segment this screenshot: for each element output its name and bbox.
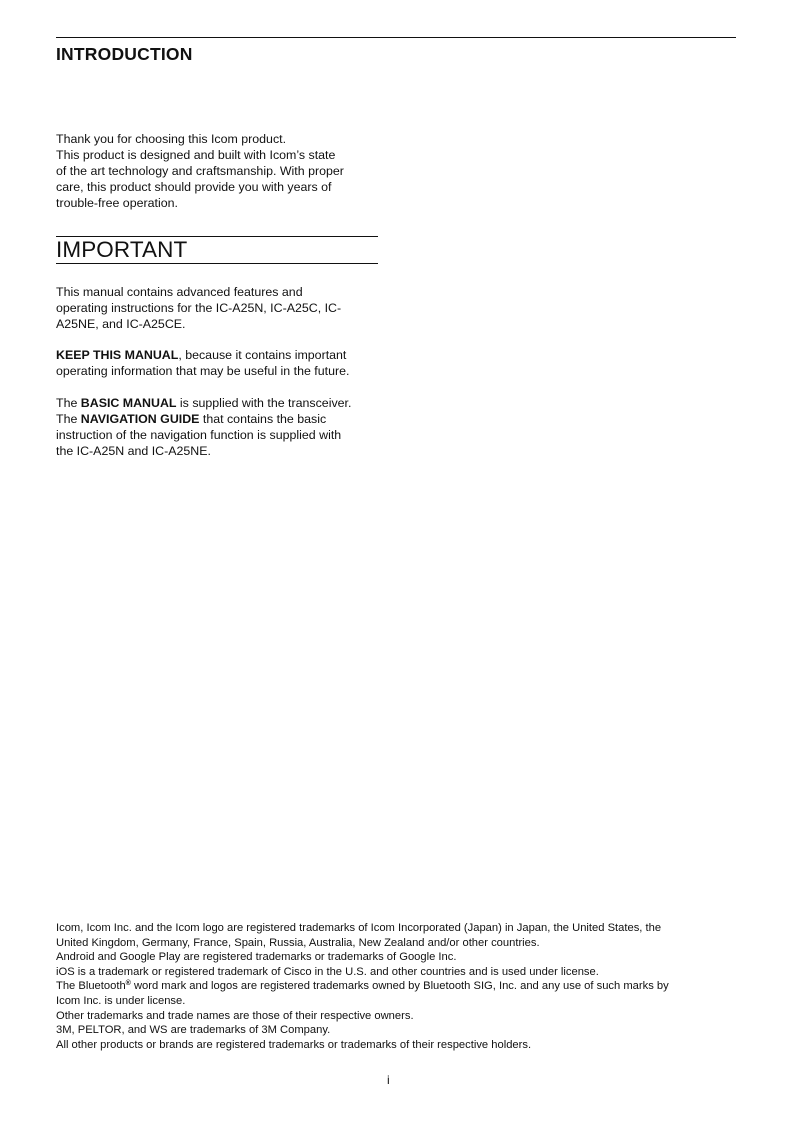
paragraph-line: This manual contains advanced features and — [56, 285, 303, 299]
trademark-notice — [56, 921, 736, 1052]
paragraph-line — [56, 395, 386, 411]
legal-line: All other products or brands are registered trademarks or trademarks of their respective holders. — [56, 1038, 532, 1051]
basic-manual-bold: BASIC MANUAL — [80, 396, 177, 410]
top-rule — [56, 37, 736, 38]
paragraph-line: operating instructions for the IC-A25N, IC-A25C, IC- — [56, 301, 342, 315]
important-heading: IMPORTANT — [56, 237, 188, 262]
paragraph-line — [56, 411, 386, 427]
paragraph-line: A25NE, and IC-A25CE. — [56, 317, 186, 331]
intro-line: care, this product should provide you with years of — [56, 180, 332, 194]
page-number: i — [387, 1073, 390, 1087]
text-run: The Bluetooth — [56, 980, 126, 993]
legal-line — [56, 979, 736, 994]
text-run: , because it contains important — [178, 348, 347, 362]
legal-line: United Kingdom, Germany, France, Spain, Russia, Australia, New Zealand and/or other countries. — [56, 936, 540, 949]
text-run: The — [56, 396, 81, 410]
legal-line: Icom, Icom Inc. and the Icom logo are registered trademarks of Icom Incorporated (Japan) in Japan, the United States, the — [56, 922, 662, 934]
text-run: that contains the basic — [199, 412, 327, 426]
legal-line: Other trademarks and trade names are those of their respective owners. — [56, 1009, 414, 1022]
paragraph-line: instruction of the navigation function is supplied with — [56, 428, 342, 442]
registered-mark: ® — [125, 980, 131, 988]
legal-line: iOS is a trademark or registered trademark of Cisco in the U.S. and other countries and is used under license. — [56, 965, 599, 978]
intro-paragraph — [56, 131, 386, 211]
navigation-guide-paragraph — [56, 411, 386, 459]
navigation-guide-bold: NAVIGATION GUIDE — [80, 412, 200, 426]
keep-manual-paragraph — [56, 347, 386, 379]
manual-contents-paragraph — [56, 284, 386, 332]
paragraph-line: operating information that may be useful in the future. — [56, 364, 350, 378]
section-title: INTRODUCTION — [56, 44, 193, 64]
text-run: is supplied with the transceiver. — [176, 396, 352, 410]
basic-manual-paragraph — [56, 395, 386, 411]
legal-line: Android and Google Play are registered trademarks or trademarks of Google Inc. — [56, 951, 457, 964]
intro-line: Thank you for choosing this Icom product. — [56, 132, 287, 146]
text-run: The — [56, 412, 81, 426]
text-run: word mark and logos are registered trademarks owned by Bluetooth SIG, Inc. and any use of such marks by — [130, 980, 669, 993]
intro-line: of the art technology and craftsmanship. With proper — [56, 164, 344, 178]
paragraph-line — [56, 347, 386, 363]
legal-line: 3M, PELTOR, and WS are trademarks of 3M Company. — [56, 1024, 331, 1037]
paragraph-line: the IC-A25N and IC-A25NE. — [56, 444, 211, 458]
important-rule-bottom — [56, 263, 378, 264]
intro-line: trouble-free operation. — [56, 196, 178, 210]
keep-manual-bold: KEEP THIS MANUAL — [56, 348, 179, 362]
legal-line: Icom Inc. is under license. — [56, 994, 186, 1007]
intro-line: This product is designed and built with Icom’s state — [56, 148, 336, 162]
